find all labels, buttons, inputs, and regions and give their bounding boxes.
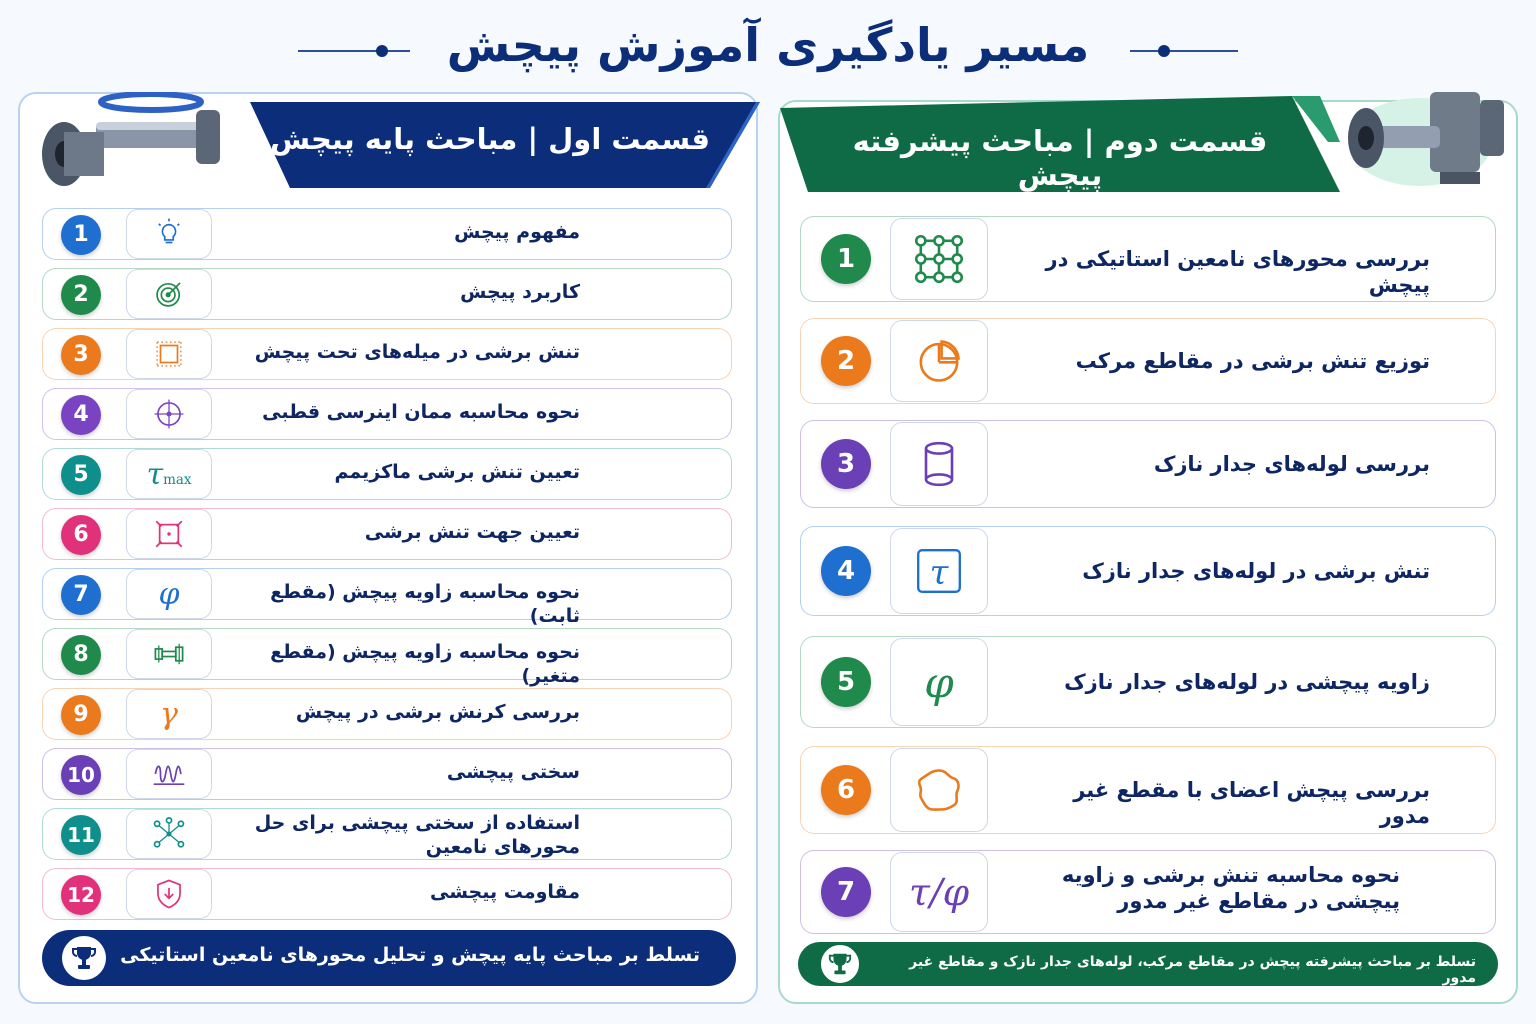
icon-box (126, 209, 212, 259)
trophy-icon (827, 951, 853, 977)
icon-box (126, 449, 212, 499)
icon-box (126, 749, 212, 799)
step-number: 6 (61, 515, 101, 555)
step-number: 11 (61, 815, 101, 855)
grid-nodes-icon (913, 233, 965, 285)
step-number: 1 (821, 234, 871, 284)
topic-label: مفهوم پیچش (454, 221, 580, 243)
step-number: 7 (821, 867, 871, 917)
step-number: 8 (61, 635, 101, 675)
topic-label: نحوه محاسبه ممان اینرسی قطبی (262, 401, 580, 423)
step-number: 2 (821, 336, 871, 386)
icon-box (890, 422, 988, 506)
tau-max-icon (146, 457, 191, 492)
icon-box (890, 528, 988, 614)
step-number: 4 (821, 546, 871, 596)
topic-label: تعیین تنش برشی ماکزیمم (334, 461, 580, 483)
topic-label: بررسی لوله‌های جدار نازک (1153, 452, 1430, 476)
noncircular-icon (913, 764, 965, 816)
icon-box (126, 629, 212, 679)
icon-box (126, 389, 212, 439)
icon-box (126, 509, 212, 559)
icon-subscript: max (163, 471, 192, 488)
icon-box (890, 218, 988, 300)
part-one-header: قسمت اول | مباحث پایه پیچش (270, 122, 710, 156)
step-number: 10 (61, 755, 101, 795)
stepped-shaft-icon (152, 637, 186, 671)
topic-label: کاربرد پیچش (460, 281, 580, 303)
icon-glyph: τ (146, 456, 164, 492)
icon-box (126, 569, 212, 619)
step-number: 1 (61, 215, 101, 255)
shaft-icon (36, 92, 236, 192)
polar-axis-icon (152, 397, 186, 431)
icon-box (126, 269, 212, 319)
step-number: 4 (61, 395, 101, 435)
gamma-icon: γ (160, 696, 178, 732)
topic-label: نحوه محاسبه زاویه پیچش (مقطع ثابت) (270, 581, 580, 627)
step-number: 2 (61, 275, 101, 315)
icon-box (126, 329, 212, 379)
phi-icon: φ (158, 576, 180, 612)
shield-icon (152, 877, 186, 911)
topic-label: نحوه محاسبه تنش برشی و زاویه پیچشی در مقاطع غیر مدور (1061, 863, 1400, 914)
icon-box (126, 869, 212, 919)
icon-glyph: τ (929, 553, 949, 592)
step-number: 12 (61, 875, 101, 915)
part-two-trophy (818, 942, 862, 986)
topic-label: نحوه محاسبه زاویه پیچش (مقطع متغیر) (270, 641, 580, 687)
part-one-footer: تسلط بر مباحث پایه پیچش و تحلیل محورهای نامعین استاتیکی (120, 944, 700, 966)
spring-icon (152, 757, 186, 791)
trophy-icon (70, 944, 98, 972)
icon-box (890, 320, 988, 402)
part-two-footer: تسلط بر مباحث پیشرفته پیچش در مقاطع مرکب، لوله‌های جدار نازک و مقاطع غیر مدور (909, 954, 1476, 986)
topic-label: زاویه پیچشی در لوله‌های جدار نازک (1064, 670, 1430, 694)
step-number: 5 (61, 455, 101, 495)
topic-label: تنش برشی در میله‌های تحت پیچش (254, 341, 580, 363)
icon-box (890, 852, 988, 932)
part-one-trophy (62, 936, 106, 980)
icon-box (890, 748, 988, 832)
phi-icon: φ (924, 657, 954, 707)
step-number: 5 (821, 657, 871, 707)
topic-label: بررسی کرنش برشی در پیچش (295, 701, 580, 723)
cylinder-icon (913, 438, 965, 490)
step-number: 6 (821, 765, 871, 815)
topic-label: سختی پیچشی (446, 761, 580, 783)
topic-label: توزیع تنش برشی در مقاطع مرکب (1075, 349, 1430, 373)
tau-icon (913, 545, 965, 597)
topic-label: بررسی پیچش اعضای با مقطع غیر مدور (1073, 778, 1430, 829)
lightbulb-icon (152, 217, 186, 251)
step-number: 9 (61, 695, 101, 735)
motor-shaft-icon (1340, 82, 1510, 192)
target-icon (152, 277, 186, 311)
step-number: 3 (821, 439, 871, 489)
icon-box (126, 689, 212, 739)
page-title: مسیر یادگیری آموزش پیچش (446, 18, 1090, 72)
step-number: 7 (61, 575, 101, 615)
part-two-header: قسمت دوم | مباحث پیشرفته پیچش (852, 124, 1268, 192)
topic-label: تنش برشی در لوله‌های جدار نازک (1082, 559, 1430, 583)
topic-label: استفاده از سختی پیچشی برای حل محورهای نامعین (254, 812, 580, 858)
pie-section-icon (913, 335, 965, 387)
tau-phi-icon: τ/φ (908, 870, 970, 914)
topic-label: بررسی محورهای نامعین استاتیکی در پیچش (1045, 247, 1430, 298)
icon-box (126, 809, 212, 859)
stress-direction-icon (152, 517, 186, 551)
shear-element-icon (152, 337, 186, 371)
step-number: 3 (61, 335, 101, 375)
topic-label: تعیین جهت تنش برشی (364, 521, 580, 543)
topic-label: مقاومت پیچشی (429, 881, 580, 903)
icon-box (890, 638, 988, 726)
network-icon (152, 817, 186, 851)
